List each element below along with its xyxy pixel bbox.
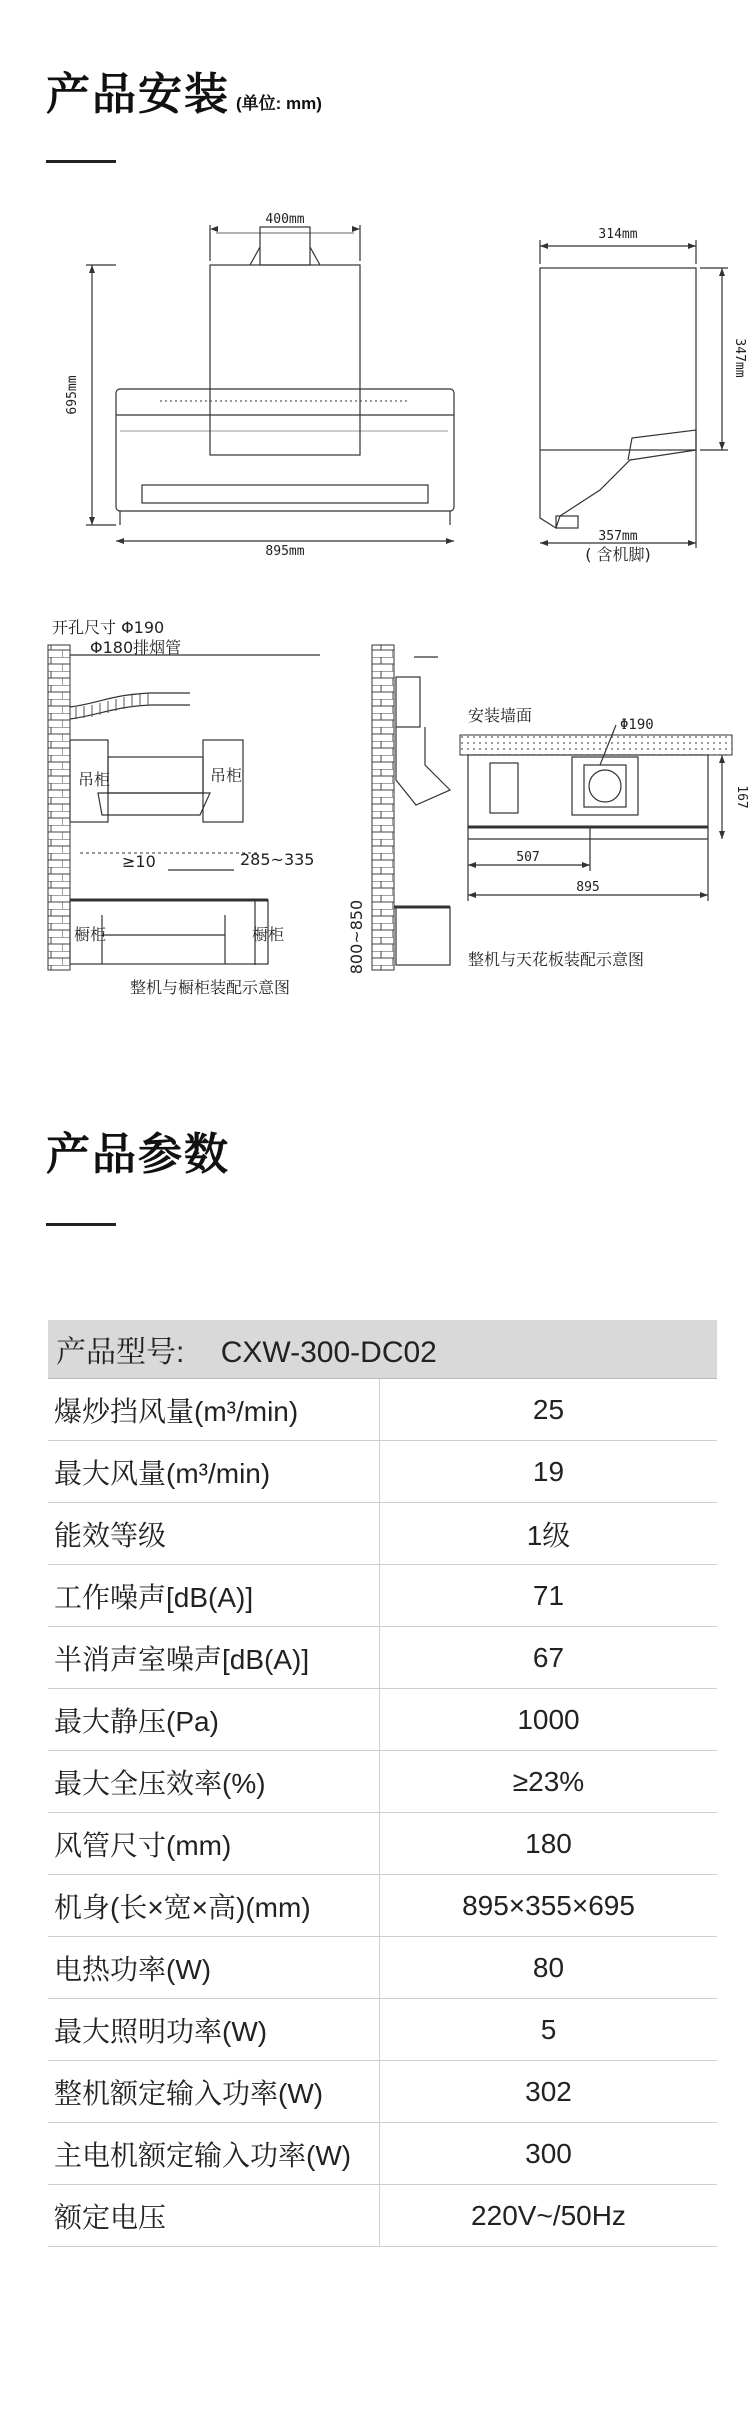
spec-key: 机身(长×宽×高)(mm): [48, 1875, 380, 1937]
table-row: [48, 2185, 717, 2247]
spec-header-row: [48, 1320, 717, 1379]
spec-key: 电热功率(W): [48, 1937, 380, 1999]
spec-value: 80: [380, 1937, 718, 1999]
spec-key: 半消声室噪声[dB(A)]: [48, 1627, 380, 1689]
model-label: 产品型号:: [56, 1336, 185, 1369]
spec-value: ≥23%: [380, 1751, 718, 1813]
spec-key: 最大照明功率(W): [48, 1999, 380, 2061]
table-row: [48, 1379, 717, 1441]
side-view-diagram: [500, 198, 747, 568]
wall-label: 安装墙面: [468, 706, 533, 725]
spec-key: 最大风量(m³/min): [48, 1441, 380, 1503]
range-label: 285~335: [240, 850, 315, 869]
ceiling-depth: 167: [734, 785, 749, 809]
front-view-diagram: [65, 205, 480, 560]
side-width-314: 314mm: [598, 227, 638, 242]
table-row: [48, 1751, 717, 1813]
spec-value: 25: [380, 1379, 718, 1441]
spec-value: 1000: [380, 1689, 718, 1751]
ceiling-offset: 507: [516, 850, 540, 865]
table-row: [48, 1937, 717, 1999]
ceiling-diagram: [460, 705, 749, 975]
install-unit: (单位: mm): [236, 94, 322, 113]
table-row: [48, 1875, 717, 1937]
spec-value: 1级: [380, 1503, 718, 1565]
table-row: [48, 1689, 717, 1751]
lower-cabinet-right: 橱柜: [252, 925, 285, 944]
model-cell: [48, 1320, 717, 1379]
model-value: CXW-300-DC02: [220, 1336, 437, 1369]
spec-body: [48, 1379, 717, 2247]
spec-key: 爆炒挡风量(m³/min): [48, 1379, 380, 1441]
spec-key: 最大全压效率(%): [48, 1751, 380, 1813]
spec-value: 180: [380, 1813, 718, 1875]
spec-key: 最大静压(Pa): [48, 1689, 380, 1751]
table-row: [48, 1999, 717, 2061]
table-row: [48, 1627, 717, 1689]
spec-value: 5: [380, 1999, 718, 2061]
cabinet-caption: 整机与橱柜装配示意图: [130, 978, 291, 997]
gap-label: ≥10: [122, 852, 156, 871]
table-row: [48, 1441, 717, 1503]
install-title-text: 产品安装: [46, 70, 230, 119]
table-row: [48, 1503, 717, 1565]
spec-table: [48, 1320, 717, 2247]
ceiling-hole: Φ190: [620, 717, 654, 733]
table-row: [48, 1813, 717, 1875]
spec-key: 主电机额定输入功率(W): [48, 2123, 380, 2185]
side-note: ( 含机脚): [585, 545, 651, 564]
spec-value: 220V~/50Hz: [380, 2185, 718, 2247]
spec-key: 能效等级: [48, 1503, 380, 1565]
upper-cabinet-left: 吊柜: [78, 770, 111, 789]
spec-key: 工作噪声[dB(A)]: [48, 1565, 380, 1627]
install-title: [46, 58, 322, 122]
spec-value: 895×355×695: [380, 1875, 718, 1937]
spec-key: 整机额定输入功率(W): [48, 2061, 380, 2123]
front-height-695: 695mm: [65, 375, 80, 415]
spec-value: 300: [380, 2123, 718, 2185]
table-row: [48, 2123, 717, 2185]
install-title-rule: [46, 160, 116, 163]
spec-value: 19: [380, 1441, 718, 1503]
ceiling-width: 895: [576, 880, 600, 895]
table-row: [48, 2061, 717, 2123]
side-width-357: 357mm: [598, 529, 638, 544]
table-row: [48, 1565, 717, 1627]
counter-height: 800~850: [347, 899, 366, 975]
params-title: 产品参数: [46, 1130, 230, 1179]
duct-label: Φ180排烟管: [90, 638, 182, 657]
front-width-895: 895mm: [265, 544, 305, 559]
spec-value: 71: [380, 1565, 718, 1627]
spec-value: 67: [380, 1627, 718, 1689]
spec-key: 风管尺寸(mm): [48, 1813, 380, 1875]
cabinet-diagram: [40, 615, 460, 1000]
side-height-347: 347mm: [732, 338, 747, 378]
lower-cabinet-left: 橱柜: [74, 925, 107, 944]
params-title-rule: [46, 1223, 116, 1226]
spec-value: 302: [380, 2061, 718, 2123]
ceiling-caption: 整机与天花板装配示意图: [468, 950, 645, 969]
upper-cabinet-right: 吊柜: [210, 766, 243, 785]
spec-key: 额定电压: [48, 2185, 380, 2247]
front-width-400: 400mm: [265, 212, 305, 227]
hole-label: 开孔尺寸 Φ190: [52, 618, 165, 637]
